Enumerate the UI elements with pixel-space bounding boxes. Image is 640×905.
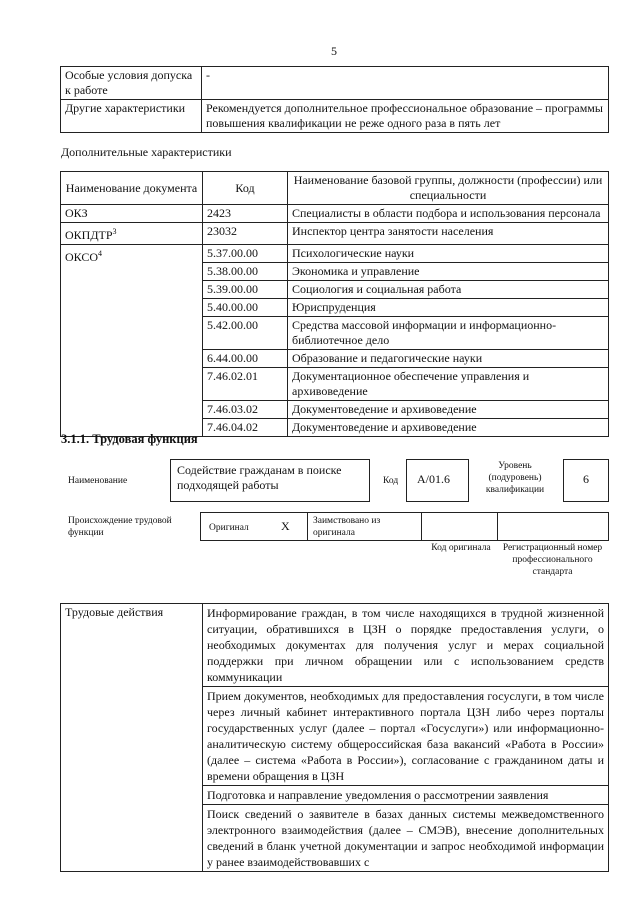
actions-label: Трудовые действия [61, 604, 203, 872]
action-item: Информирование граждан, в том числе находящихся в трудной жизненной ситуации, обратившихся в ЦЗН о порядке предоставления услуги, о необходимых документах для получения услуг и мерах социальной поддержки при личном обращении или с использованием средств коммуникации [203, 604, 609, 687]
level-label: Уровень (подуровень) квалификации [485, 461, 545, 495]
original-label: Оригинал [209, 523, 249, 533]
doc-cell [61, 205, 203, 223]
name-cell: Документоведение и архивоведение [288, 401, 609, 419]
code-cell: 6.44.00.00 [203, 350, 288, 368]
code-cell: 7.46.02.01 [203, 368, 288, 401]
function-name-value: Содействие гражданам в поиске подходящей работы [170, 459, 370, 502]
name-cell: Образование и педагогические науки [288, 350, 609, 368]
name-cell: Документационное обеспечение управления и архивоведение [288, 368, 609, 401]
code-label: Код [383, 476, 399, 486]
header-name: Наименование базовой группы, должности (профессии) или специальности [288, 172, 609, 205]
doc-cell [61, 223, 203, 245]
action-item: Поиск сведений о заявителе в базах данных системы межведомственного электронного взаимодействия (далее – СМЭВ), внесение дополнительных сведений в бланк учетной документации и запрос необходимой информации у ранее взаимодействовавших с [203, 805, 609, 872]
table-row [61, 604, 609, 687]
table-row [61, 67, 609, 100]
other-characteristics-label: Другие характеристики [61, 100, 202, 133]
action-item: Прием документов, необходимых для предоставления госуслуги, в том числе через личный кабинет интерактивного портала ЦЗН либо через порталы государственных услуг (далее – портал «Госуслуги») или информационно-аналитическую систему общероссийская база вакансий «Работа в России» (далее – система «Работа в России»), согласование с гражданином даты и времени обращения в ЦЗН [203, 687, 609, 786]
header-document: Наименование документа [61, 172, 203, 205]
conditions-table [60, 66, 609, 133]
function-name-label: Наименование [68, 476, 128, 486]
doc-name: ОКСО [65, 250, 99, 264]
table-header-row [61, 172, 609, 205]
code-value: А/01.6 [406, 459, 469, 502]
additional-table [60, 171, 609, 437]
doc-cell [61, 245, 203, 437]
table-row [61, 223, 609, 245]
table-row [61, 205, 609, 223]
code-cell: 5.37.00.00 [203, 245, 288, 263]
cell-divider [307, 513, 308, 540]
name-cell: Специалисты в области подбора и использования персонала [288, 205, 609, 223]
name-cell: Документоведение и архивоведение [288, 419, 609, 437]
code-cell: 7.46.03.02 [203, 401, 288, 419]
footnote-ref: 4 [98, 249, 103, 258]
actions-table [60, 603, 609, 872]
footnote-ref: 3 [112, 227, 117, 236]
special-conditions-label: Особые условия допуска к работе [61, 67, 202, 100]
name-cell: Юриспруденция [288, 299, 609, 317]
borrowed-label: Заимствовано из оригинала [313, 516, 381, 538]
name-cell: Социология и социальная работа [288, 281, 609, 299]
origin-label: Происхождение трудовой функции [68, 516, 172, 538]
action-item: Подготовка и направление уведомления о рассмотрении заявления [203, 786, 609, 805]
doc-name: ОКЗ [65, 206, 88, 220]
other-characteristics-value: Рекомендуется дополнительное профессиональное образование – программы повышения квалификации не реже одного раза в пять лет [202, 100, 609, 133]
reg-number-caption: Регистрационный номер профессионального стандарта [502, 543, 603, 577]
name-cell: Экономика и управление [288, 263, 609, 281]
code-cell: 5.40.00.00 [203, 299, 288, 317]
table-row [61, 100, 609, 133]
original-mark: Х [281, 519, 290, 533]
code-cell: 2423 [203, 205, 288, 223]
name-cell: Средства массовой информации и информационно-библиотечное дело [288, 317, 609, 350]
name-cell: Инспектор центра занятости населения [288, 223, 609, 245]
cell-divider [497, 513, 498, 540]
name-cell: Психологические науки [288, 245, 609, 263]
special-conditions-value: - [202, 67, 609, 100]
cell-divider [421, 513, 422, 540]
header-code: Код [203, 172, 288, 205]
doc-name: ОКПДТР [65, 228, 113, 242]
code-cell: 5.39.00.00 [203, 281, 288, 299]
level-value: 6 [563, 459, 609, 502]
code-cell: 23032 [203, 223, 288, 245]
page-number: 5 [331, 44, 337, 58]
code-cell: 7.46.04.02 [203, 419, 288, 437]
code-original-caption: Код оригинала [431, 543, 491, 553]
table-row [61, 245, 609, 263]
code-cell: 5.42.00.00 [203, 317, 288, 350]
additional-heading: Дополнительные характеристики [61, 145, 232, 159]
section-heading: 3.1.1. Трудовая функция [61, 432, 198, 446]
origin-row [200, 512, 609, 541]
code-cell: 5.38.00.00 [203, 263, 288, 281]
